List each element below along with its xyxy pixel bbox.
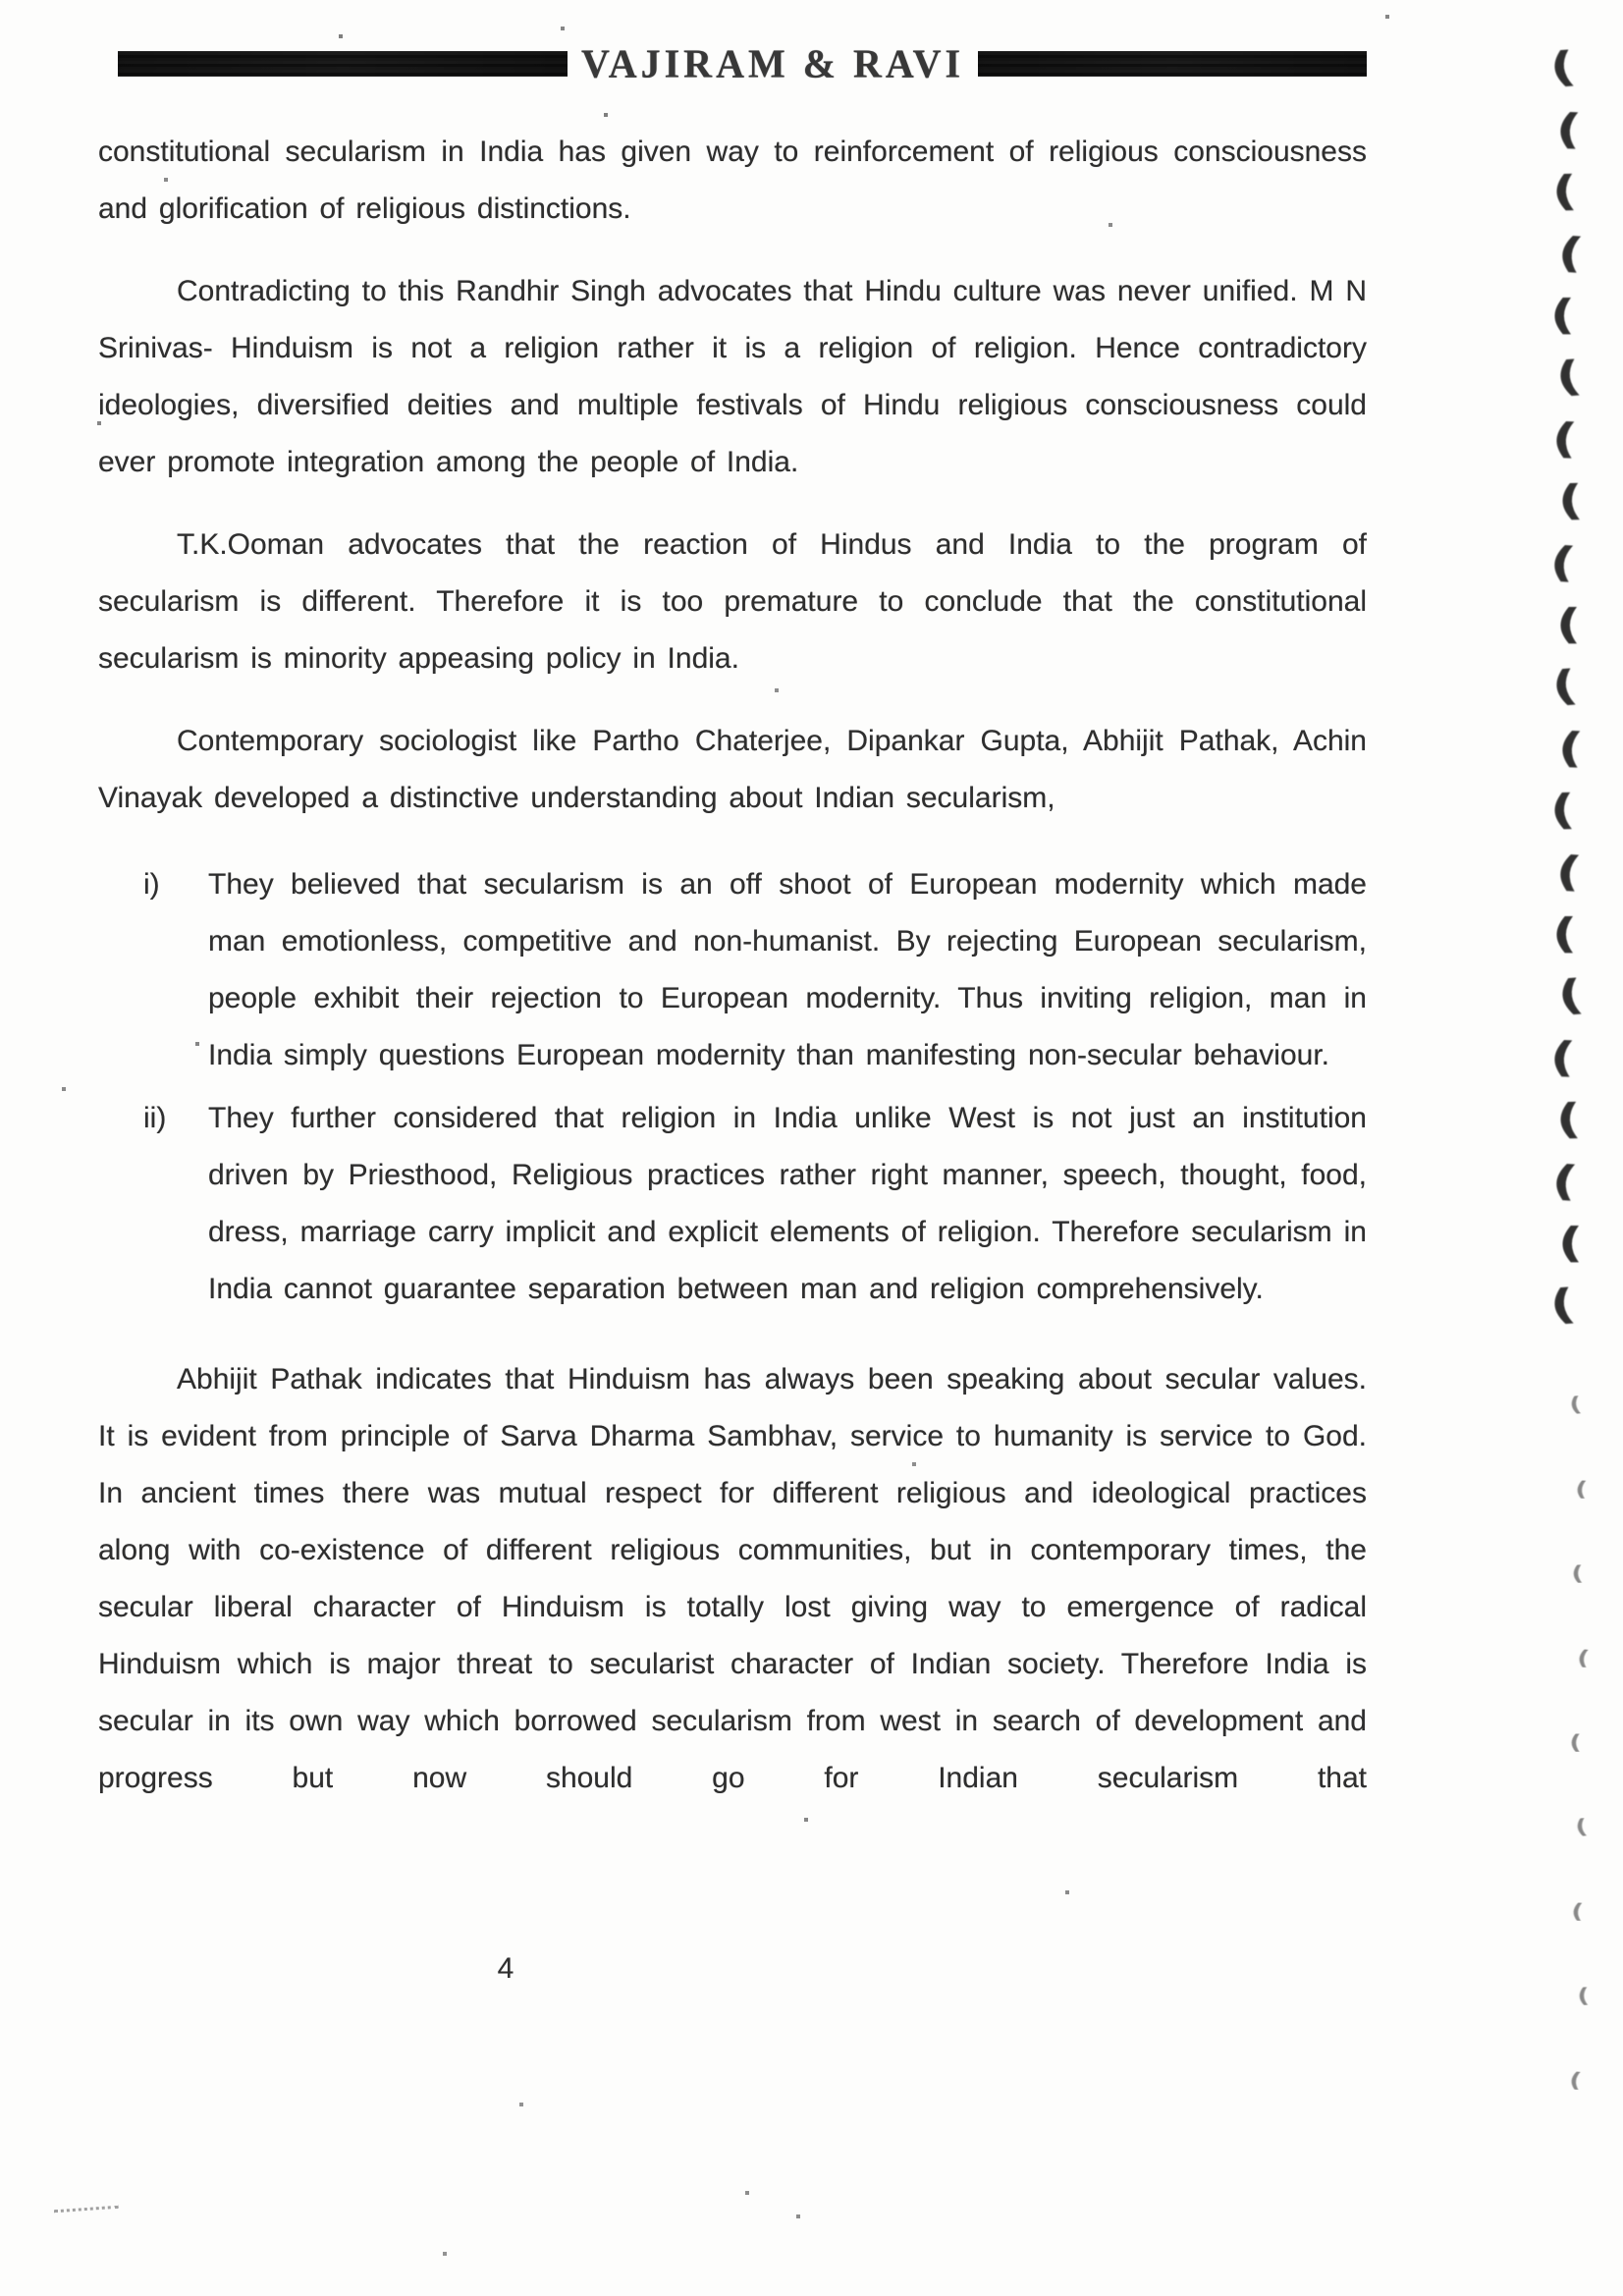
- institute-title: VAJIRAM & RAVI: [581, 40, 965, 86]
- spiral-binding-mark-icon: (: [1549, 291, 1576, 339]
- spiral-binding-mark-icon: (: [1548, 1156, 1581, 1206]
- spiral-binding-mark-icon: (: [1553, 104, 1584, 154]
- spiral-binding-mark-icon: (: [1570, 1898, 1585, 1924]
- spiral-binding-mark-icon: (: [1555, 723, 1586, 773]
- spiral-binding-mark-icon: (: [1555, 600, 1582, 648]
- list-item-text: They further considered that religion in India unlike West is not just an institution driven by Priesthood, Religious practices rather right manner, speech, thought, food, dress, marriage carry implicit and explicit elements of religion. Therefore secularism in India cannot guarantee separation between man and religion comprehensively.: [208, 1102, 1367, 1305]
- spiral-binding-mark-icon: (: [1546, 42, 1579, 92]
- spiral-binding-mark-icon: (: [1547, 1032, 1578, 1082]
- spiral-binding-mark-icon: (: [1552, 847, 1585, 897]
- spiral-binding-mark-icon: (: [1573, 1814, 1590, 1839]
- paragraph-contemporary-sociologists: Contemporary sociologist like Partho Chaterjee, Dipankar Gupta, Abhijit Pathak, Achin Vinayak developed a distinctive understanding about Indian secularism,: [98, 725, 1367, 814]
- spiral-binding-mark-icon: (: [1554, 228, 1587, 278]
- spiral-binding-mark-icon: (: [1569, 1730, 1582, 1754]
- spiral-binding-mark-icon: (: [1568, 2067, 1584, 2093]
- secularism-points-list: [98, 856, 1367, 1318]
- spiral-binding-mark-icon: (: [1554, 1094, 1583, 1144]
- spiral-binding-mark-icon: (: [1576, 1645, 1592, 1670]
- spiral-binding-mark-icon: (: [1570, 1560, 1585, 1586]
- spiral-binding-mark-icon: (: [1552, 352, 1585, 402]
- spiral-binding-mark-icon: (: [1548, 785, 1577, 835]
- scan-smudge: [54, 2206, 119, 2218]
- spiral-binding-mark-icon: (: [1551, 909, 1578, 957]
- paragraph-randhir-singh: Contradicting to this Randhir Singh advocates that Hindu culture was never unified. M N Srinivas- Hinduism is not a religion rather it is a religion of religion. Hence contradictory ideologies, diversified deities and multiple festivals of Hindu religious consciousness could ever promote integration among the people of India.: [98, 275, 1367, 478]
- spiral-binding-mark-icon: (: [1557, 1219, 1584, 1267]
- scan-noise: [0, 0, 2, 2]
- list-marker: i): [143, 868, 160, 901]
- list-marker: ii): [143, 1102, 167, 1134]
- spiral-binding-mark-icon: (: [1567, 1392, 1584, 1417]
- spiral-binding-mark-icon: (: [1574, 1476, 1589, 1502]
- spiral-binding-mark-icon: (: [1576, 1983, 1591, 2008]
- paragraph-constitutional-secularism: constitutional secularism in India has given way to reinforcement of religious consciousness and glorification of religious distinctions.: [98, 136, 1367, 225]
- spiral-binding-mark-icon: (: [1554, 970, 1587, 1020]
- page-number: 4: [497, 1952, 514, 1985]
- spiral-binding-mark-icon: (: [1546, 1280, 1579, 1330]
- spiral-binding-mark-icon: (: [1550, 166, 1579, 216]
- header-left-band: [118, 51, 568, 77]
- header-right-band: [978, 51, 1367, 77]
- list-item: [98, 1090, 1367, 1318]
- spiral-binding-mark-icon: (: [1549, 413, 1580, 464]
- document-header: [118, 40, 1367, 86]
- list-item: [98, 856, 1367, 1084]
- spiral-binding-mark-icon: (: [1556, 475, 1585, 525]
- spiral-binding-mark-icon: (: [1546, 537, 1579, 587]
- document-body: [98, 124, 1367, 1832]
- spiral-binding-mark-icon: (: [1548, 661, 1581, 711]
- paragraph-abhijit-pathak: Abhijit Pathak indicates that Hinduism has always been speaking about secular values. It is evident from principle of Sarva Dharma Sambhav, service to humanity is service to God. In ancient times there was mutual respect for different religious and ideological practices along with co-existence of different religious communities, but in contemporary times, the secular liberal character of Hinduism is totally lost giving way to emergence of radical Hinduism which is major threat to secularist character of Indian society. Therefore India is secular in its own way which borrowed secularism from west in search of development and progress but now should go for Indian secularism that: [98, 1363, 1367, 1794]
- list-item-text: They believed that secularism is an off shoot of European modernity which made man emotionless, competitive and non-humanist. By rejecting European secularism, people exhibit their rejection to European modernity. Thus inviting religion, man in India simply questions European modernity than manifesting non-secular behaviour.: [208, 868, 1367, 1071]
- paragraph-tk-ooman: T.K.Ooman advocates that the reaction of Hindus and India to the program of secularism is different. Therefore it is too premature to conclude that the constitutional secularism is minority appeasing policy in India.: [98, 528, 1367, 675]
